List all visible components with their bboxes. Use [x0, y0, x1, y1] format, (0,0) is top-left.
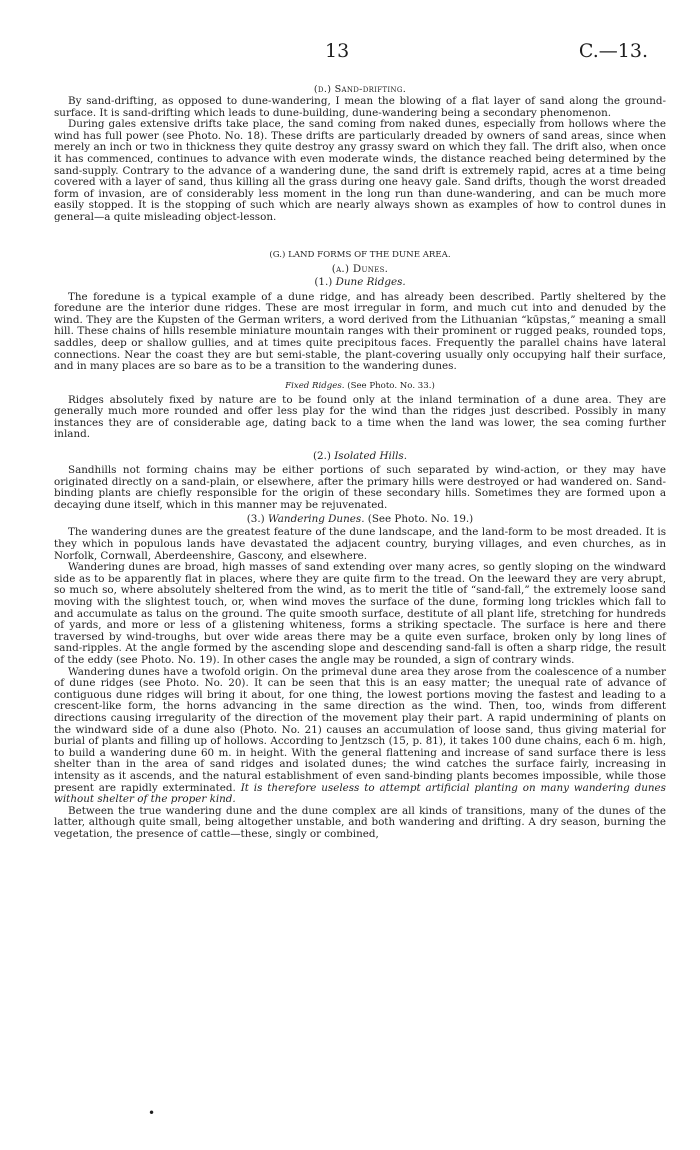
- document-code: C.—13.: [578, 40, 648, 62]
- paragraph: Wandering dunes are broad, high masses of sand extending over many acres, so gently sloping on the windward side as to be apparently flat in places, where they are quite firm to the tread. On the leeward they are very abrupt, so much so, where absolutely sheltered from the wind, as to merit the title of “sand-fall,” the extremely loose sand moving with the slightest touch, or, when wind moves the surface of the dune, forming long trickles which fall to and accumulate as talus on the ground. The quite smooth surface, destitute of all plant life, stretching for hundreds of yards, and more or less of a glistening whiteness, forms a striking spectacle. The surface is here and there traversed by wind-troughs, but over wide areas there may be a quite even surface, broken only by long lines of sand-ripples. At the angle formed by the ascending slope and descending sand-fall is often a sharp ridge, the result of the eddy (see Photo. No. 19). In other cases the angle may be rounded, a sign of contrary winds.: [54, 561, 666, 666]
- subsection-title: Fixed Ridges.: [285, 380, 345, 391]
- section-heading-land-forms: (G.) LAND FORMS OF THE DUNE AREA.: [269, 249, 451, 260]
- paragraph: The wandering dunes are the greatest feature of the dune landscape, and the land-form to be most dreaded. It is they which in populous lands have devastated the adjacent country, burying villages, and even churches, as in Norfolk, Cornwall, Aberdeenshire, Gascony, and elsewhere.: [54, 526, 666, 562]
- paragraph-body: Wandering dunes have a twofold origin. On the primeval dune area they arose from the coalescence of a number of dune ridges (see Photo. No. 20). It can be seen that this is an easy matter; the unequal rate of advance of contiguous dune ridges will bring it about, for one thing, the lowest portions moving the fastest and leading to a crescent-like form, the horns advancing in the same direction as the wind. Then, too, winds from different directions causing irregularity of the direction of the movement play their part. A rapid undermining of plants on the windward side of a dune also (Photo. No. 21) causes an accumulation of loose sand, thus giving material for burial of plants and filling up of hollows. According to Jentzsch (15, p. 81), it takes 100 dune chains, each 6 m. high, to build a wandering dune 60 m. in height. With the general flattening and increase of sand surface there is less shelter than in the area of sand ridges and isolated dunes; the wind catches the surface fairly, increasing in intensity as it ascends, and the natural establishment of even sand-binding plants becomes impossible, while those present are rapidly exterminated.: [54, 665, 666, 794]
- subsection-heading-wandering-dunes: [54, 513, 666, 525]
- margin-dot: •: [148, 1106, 156, 1120]
- section-heading-sand-drifting: (d.) Sand-drifting.: [313, 84, 407, 95]
- subsection-heading-dune-ridges: [54, 276, 666, 288]
- subsection-title: Wandering Dunes.: [268, 513, 365, 526]
- text-column: [54, 84, 666, 840]
- paragraph: Ridges absolutely fixed by nature are to be found only at the inland termination of a dune area. They are generally much more rounded and offer less play for the wind than the ridges just described. Possibly in many instances they are of considerable age, dating back to a time when the land was lower, the sea coming further inland.: [54, 393, 666, 441]
- subsection-title: Dune Ridges.: [335, 275, 406, 288]
- subsection-number: (2.): [312, 450, 331, 463]
- photo-reference: (See Photo. No. 33.): [347, 380, 435, 391]
- paragraph: [54, 667, 666, 806]
- subsection-title: Isolated Hills.: [334, 450, 408, 463]
- paragraph: During gales extensive drifts take place, the sand coming from naked dunes, especially from hollows where the wind has full power (see Photo. No. 18). These drifts are particularly dreaded by owners of sand areas, since when merely an inch or two in thickness they quite destroy any grassy sward on which they fall. The drift also, when once it has commenced, continues to advance with even moderate winds, the distance reached being determined by the sand-supply. Contrary to the advance of a wandering dune, the sand drift is extremely rapid, acres at a time being covered with a layer of sand, thus killing all the grass during one heavy gale. Sand drifts, though the worst dreaded form of invasion, are of considerably less moment in the long run than dune-wandering, and can be much more easily stopped. It is the stopping of such which are nearly always shown as examples of how to control dunes in general—a quite misleading object-lesson.: [54, 118, 666, 223]
- paragraph: Sandhills not forming chains may be either portions of such separated by wind-action, or they may have originated directly on a sand-plain, or elsewhere, after the primary hills were destroyed or had wandered on. Sand-binding plants are chiefly responsible for the origin of these secondary hills. Sometimes they are formed upon a decaying dune itself, which in this manner may be rejuvenated.: [54, 464, 666, 511]
- paragraph: The foredune is a typical example of a dune ridge, and has already been described. Partly sheltered by the foredune are the interior dune ridges. These are most irregular in form, and much cut into and denuded by the wind. They are the Kupsten of the German writers, a word derived from the Lithuanian “kūpstas,” meaning a small hill. These chains of hills resemble miniature mountain ranges with their prominent or rugged peaks, rounded tops, saddles, deep or shallow gullies, and at times quite precipitous faces. Frequently the parallel chains have lateral connections. Near the coast they are but semi-stable, the plant-covering usually only occupying half their surface, and in many places are so bare as to be a transition to the wandering dunes.: [54, 290, 666, 373]
- subsection-heading-dunes: (a.) Dunes.: [331, 262, 389, 275]
- subsection-heading-isolated-hills: [54, 450, 666, 462]
- paragraph: By sand-drifting, as opposed to dune-wandering, I mean the blowing of a flat layer of sand along the ground-surface. It is sand-drifting which leads to dune-building, dune-wandering being a secondary phenomenon.: [54, 95, 666, 119]
- subsection-number: (3.): [246, 513, 265, 526]
- photo-reference: (See Photo. No. 19.): [367, 513, 474, 526]
- emphasized-sentence: It is therefore useless to attempt artificial planting on many wandering dunes without shelter of the proper kind.: [54, 781, 666, 806]
- page-number: 13: [325, 40, 350, 62]
- subsection-number: (1.): [314, 275, 333, 288]
- paragraph: Between the true wandering dune and the dune complex are all kinds of transitions, many of the dunes of the latter, although quite small, being altogether unstable, and both wandering and drifting. A dry season, burning the vegetation, the presence of cattle—these, singly or combined,: [54, 804, 666, 840]
- subsection-heading-fixed-ridges: [54, 380, 666, 392]
